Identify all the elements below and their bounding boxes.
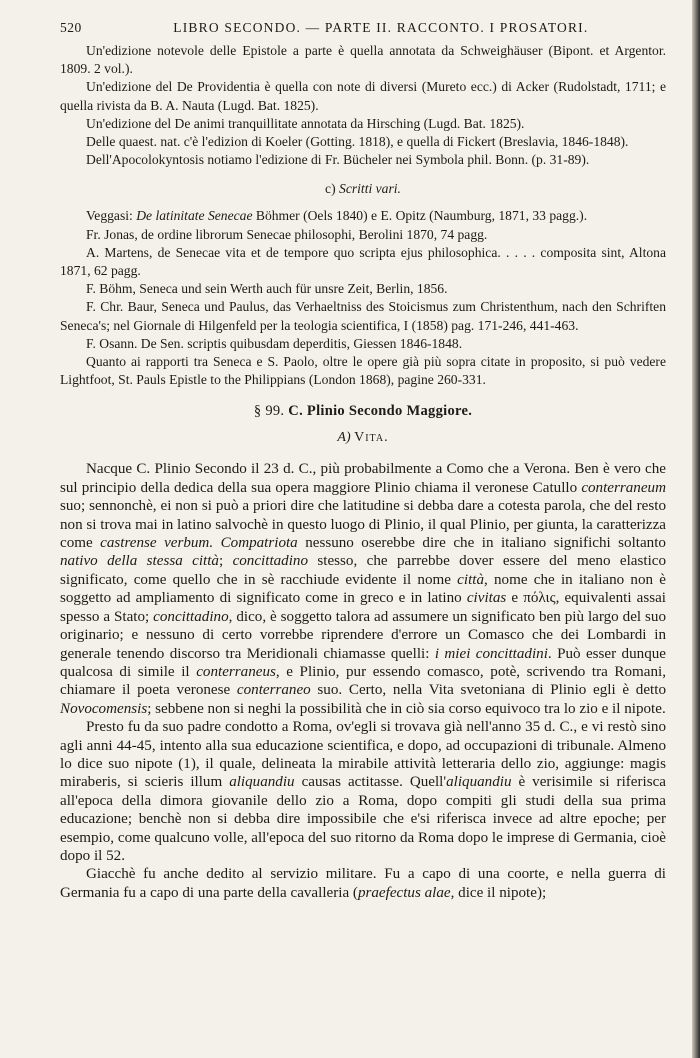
edition-paragraph: Dell'Apocolokyntosis notiamo l'edizione di Fr. Bücheler nei Symbola phil. Bonn. (p. 31-89). (86, 152, 590, 168)
edition-paragraph: Un'edizione notevole delle Epistole a parte è quella annotata da Schweighäuser (Bipont. et Argentor. 1809. 2 vol.). (60, 43, 666, 77)
page-number: 520 (60, 20, 82, 35)
italic-run: concittadino (153, 608, 229, 625)
text-run: suo. Certo, nella Vita svetoniana di Plinio egli è detto (310, 682, 666, 699)
italic-run: città (457, 571, 484, 588)
bibliography-entry: A. Martens, de Senecae vita et de tempore quo scripta ejus philosophica. . . . . composita sint, Altona 1871, 62 pagg. (60, 244, 666, 279)
bibliography-block (60, 207, 666, 389)
edition-paragraph: Un'edizione del De Providentia è quella con note di diversi (Mureto ecc.) di Acker (Rudolstadt, 1711; e quella rivista da B. A. Nauta (Lugd. Bat. 1825). (60, 79, 666, 113)
subsection-prefix: c) (325, 181, 340, 197)
italic-run: Novocomensis (60, 700, 148, 717)
vita-title: Vita. (354, 430, 389, 446)
text-run: suo; sennonchè, ei non si può a priori dire che latitudine si debba dare a cotesta parola, che del resto non si trova mai in latino salvochè in questo luogo di Plinio, il qual Plinio, per giunta, la caratterizza come (60, 498, 666, 552)
italic-run: castrense verbum. Compatriota (100, 535, 298, 552)
text-run: Presto fu da suo padre condotto a Roma, ov'egli si trovava già nell'anno 35 d. C., e vi restò sino agli anni 44-45, intento alla sua educazione scientifica, e dopo, ad occupazioni di tribunale. Almeno lo dice suo nipote (1), il quale, delineata la mirabile attività letteraria dello zio, aggiunge: magis miraberis, si scieris illum (60, 719, 666, 791)
text-run: Giacchè fu anche dedito al servizio militare. Fu a capo di una coorte, e nella guerra di Germania fu a capo di una parte della cavalleria ( (60, 866, 666, 901)
text-run: causas actitasse. Quell' (294, 774, 447, 791)
italic-run: civitas (466, 590, 507, 607)
body-paragraph (60, 718, 666, 865)
bib-italic: De latinitate Senecae (136, 208, 253, 224)
text-run: è verisimile si riferisca all'epoca della dimora giovanile dello zio a Roma, dopo compiti gli studi della sua prima educazione; benchè non si debba dire impossibile che e'si riferisca invece ad altre epoche; per esempio, come qualcuno volle, all'epoca del suo ritorno da Roma dopo le imprese di Germania, cioè dopo il 52. (60, 774, 666, 864)
italic-run: conterraneum (581, 479, 666, 496)
italic-run: aliquandiu (229, 774, 295, 791)
italic-run: concittadino (232, 553, 309, 570)
vita-heading (60, 430, 666, 446)
section-title: C. Plinio Secondo Maggiore. (288, 403, 473, 420)
editions-block (60, 42, 666, 169)
edition-paragraph: Delle quaest. nat. c'è l'edizion di Koeler (Gotting. 1818), e quella di Fickert (Breslavia, 1846-1848). (86, 134, 629, 150)
subsection-title: Scritti vari. (339, 181, 401, 197)
vita-prefix: A) (337, 430, 355, 446)
text-run: nessuno oserebbe dire che in italiano significhi soltanto (297, 535, 666, 552)
body-text (60, 460, 666, 902)
edition-paragraph: Un'edizione del De animi tranquillitate annotata da Hirsching (Lugd. Bat. 1825). (86, 115, 525, 131)
text-run: , dico, è soggetto talora ad assumere un significato ben più largo del suo originario; e nessuno di certo vorrebbe riprendere d'errore un Comasco che dei Lombardi in generale tenendo discorso tra Meridionali chiamasse quelli: (60, 608, 666, 662)
text-run: , e Plinio, pur essendo comasco, potè, scrivendo tra Romani, chiamare il poeta veronese (60, 663, 667, 699)
section-heading (60, 403, 666, 420)
running-header (60, 20, 666, 36)
bibliography-entry: F. Chr. Baur, Seneca und Paulus, das Verhaeltniss des Stoicismus zum Christenthum, nach den Schriften Seneca's; nel Giornale di Hilgenfeld per la teologia scientifica, I (1858) pag. 171-246, 441-463. (60, 299, 666, 333)
text-run: e πόλις, equivalenti assai spesso a Stato; (60, 590, 667, 625)
italic-run: nativo della stessa città (60, 553, 219, 570)
subsection-heading (60, 181, 666, 197)
bib-text: Veggasi: (86, 208, 137, 224)
text-run: stesso, che parrebbe dover essere del meno elastico significato, come quello che in sè racchiude evidente il nome (60, 553, 667, 588)
text-run: Nacque C. Plinio Secondo il 23 d. C., più probabilmente a Como che a Verona. Ben è vero che sul principio della dedica della sua opera maggiore Plinio chiama il veronese Catullo (60, 461, 666, 496)
text-run: , nome che in italiano non è soggetto ad ampliamento di significato come in greco e in latino (60, 571, 666, 607)
body-paragraph (60, 460, 666, 718)
bibliography-entry: Quanto ai rapporti tra Seneca e S. Paolo, oltre le opere già più sopra citate in proposito, si può vedere Lightfoot, St. Pauls Epistle to the Philippians (London 1868), pagine 260-331. (60, 354, 666, 388)
bibliography-entry: F. Osann. De Sen. scriptis quibusdam deperditis, Giessen 1846-1848. (86, 335, 463, 351)
italic-run: i miei concittadini (434, 645, 548, 662)
italic-run: conterraneo (236, 682, 311, 699)
text-run: ; (218, 553, 233, 570)
text-run: . Può esser dunque qualcosa di simile il (60, 645, 666, 680)
section-number: § 99. (253, 403, 285, 420)
bibliography-entry: F. Böhm, Seneca und sein Werth auch für unsre Zeit, Berlin, 1856. (86, 281, 448, 297)
bib-text: Böhmer (Oels 1840) e E. Opitz (Naumburg, 1871, 33 pagg.). (252, 208, 588, 224)
text-run: ; sebbene non si neghi la possibilità che in ciò sia corso equivoco tra lo zio e il nipote. (147, 700, 666, 717)
bibliography-entry: Fr. Jonas, de ordine librorum Senecae philosophi, Berolini 1870, 74 pagg. (86, 226, 488, 242)
body-paragraph (60, 865, 666, 902)
italic-run: aliquandiu (446, 774, 512, 791)
running-title: LIBRO SECONDO. — PARTE II. RACCONTO. I PROSATORI. (173, 20, 589, 35)
bibliography-entry (60, 207, 666, 225)
text-run: , dice il nipote); (450, 884, 547, 901)
page-edge-shadow (692, 0, 700, 1058)
italic-run: praefectus alae (357, 884, 451, 901)
italic-run: conterraneus (196, 663, 276, 680)
